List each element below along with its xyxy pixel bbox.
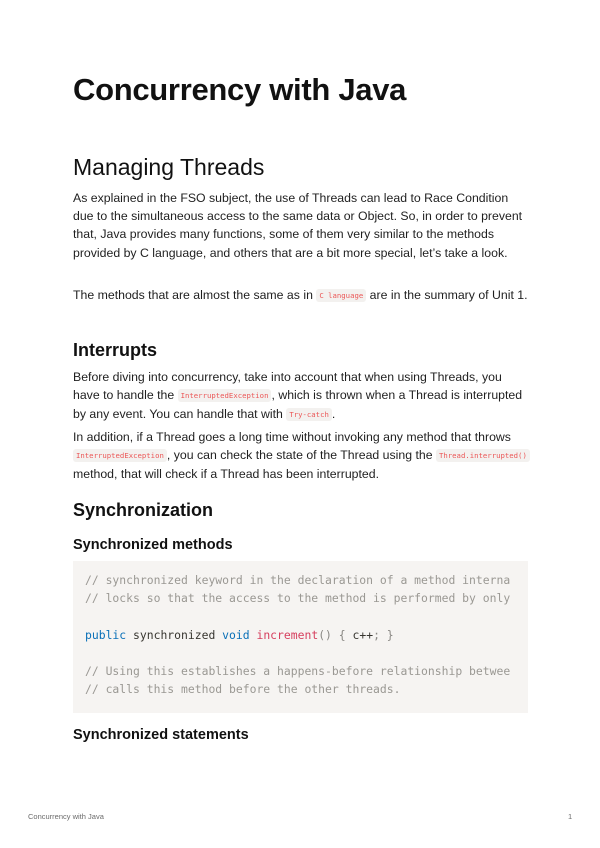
- inline-code-interrupted-exception: InterruptedException: [178, 389, 272, 402]
- footer-document-title: Concurrency with Java: [28, 812, 104, 821]
- text-run: Before diving into concurrency, take into account that when using Threads, you have to handle the: [73, 370, 502, 403]
- code-function-name: increment: [256, 627, 319, 642]
- text-run: The methods that are almost the same as in: [73, 288, 317, 302]
- inline-code-thread-interrupted: Thread.interrupted(): [436, 449, 530, 462]
- text-run: , you can check the state of the Thread using the: [166, 448, 436, 463]
- text-run: .: [331, 407, 336, 422]
- code-plain: c++: [352, 627, 374, 642]
- section-heading-synchronization: Synchronization: [73, 500, 214, 520]
- code-comment: // synchronized keyword in the declaration of a method interna: [85, 573, 511, 587]
- subheading-synchronized-statements: Synchronized statements: [73, 727, 249, 743]
- code-plain: synchronized: [126, 627, 223, 642]
- managing-threads-paragraph-1: As explained in the FSO subject, the use of Threads can lead to Race Condition due to the simultaneous access to the same data or Object. So, in order to prevent that, Java provides many functions, some of them very similar to the methods provided by C language, and others that are a bit more special, let’s take a look.: [73, 191, 523, 260]
- inline-code-c-language: C language: [316, 289, 366, 302]
- text-run: method, that will check if a Thread has been interrupted.: [73, 467, 380, 482]
- section-heading-interrupts: Interrupts: [73, 340, 158, 360]
- code-comment: // locks so that the access to the method is performed by only: [85, 591, 511, 606]
- code-comment: // calls this method before the other threads.: [85, 682, 401, 697]
- interrupts-paragraph-1: [73, 368, 531, 425]
- managing-threads-paragraph-2: [73, 286, 531, 305]
- section-heading-managing-threads: Managing Threads: [73, 154, 265, 180]
- code-keyword: public: [85, 627, 127, 642]
- interrupts-paragraph-2: [73, 428, 531, 484]
- code-content: [73, 561, 528, 698]
- text-run: , which is thrown when a Thread is interrupted by any event. You can handle that with: [73, 388, 523, 422]
- code-block: [73, 561, 528, 713]
- document-title: Concurrency with Java: [73, 72, 407, 107]
- subheading-synchronized-methods: Synchronized methods: [73, 537, 233, 553]
- inline-code-try-catch: Try-catch: [286, 408, 332, 421]
- code-keyword: void: [222, 627, 250, 642]
- footer-page-number: 1: [568, 812, 573, 821]
- code-punctuation: () {: [318, 627, 353, 642]
- code-comment: // Using this establishes a happens-before relationship betwee: [85, 664, 511, 679]
- text-run: are in the summary of Unit 1.: [366, 288, 528, 302]
- code-punctuation: ; }: [373, 627, 394, 642]
- inline-code-interrupted-exception: InterruptedException: [73, 449, 167, 462]
- text-run: In addition, if a Thread goes a long time without invoking any method that throws: [73, 430, 511, 444]
